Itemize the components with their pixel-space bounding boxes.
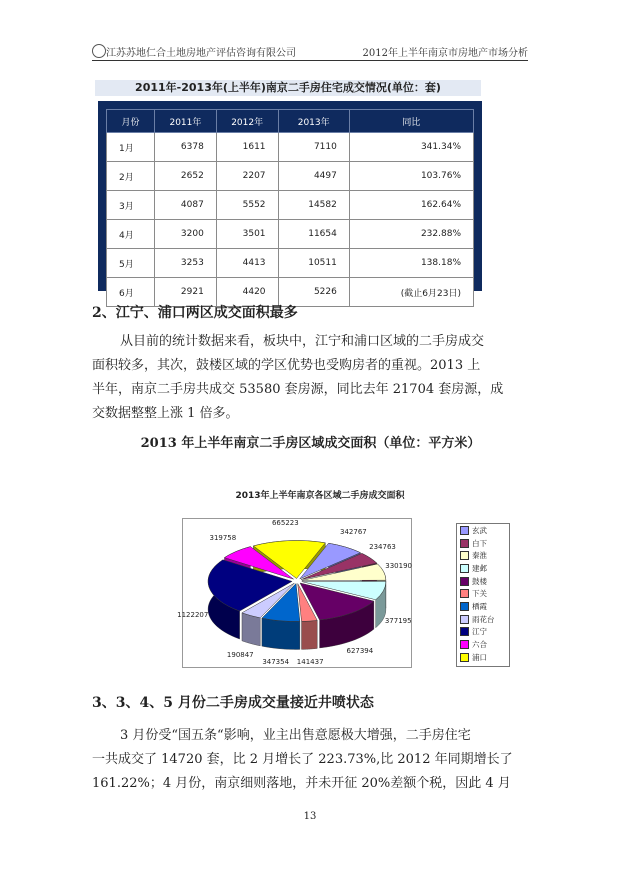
table-row bbox=[107, 220, 474, 249]
paragraph-line: 从目前的统计数据来看，板块中，江宁和浦口区域的二手房成交 bbox=[120, 334, 485, 349]
legend-label: 秦淮 bbox=[472, 551, 487, 561]
paragraph-line: 交数据整整上涨 1 倍多。 bbox=[92, 406, 239, 421]
pie-value-label: 234763 bbox=[369, 543, 396, 552]
col-header: 2012年 bbox=[216, 110, 278, 133]
sales-table-frame bbox=[98, 101, 482, 299]
chart-caption: 2013 年上半年南京二手房区域成交面积（单位：平方米） bbox=[140, 436, 481, 451]
legend-item bbox=[457, 638, 509, 651]
legend-swatch bbox=[460, 539, 469, 548]
legend-label: 鼓楼 bbox=[472, 576, 487, 586]
legend-item bbox=[457, 613, 509, 626]
table-cell: 10511 bbox=[278, 249, 349, 278]
header-divider bbox=[92, 60, 528, 61]
table-cell: 103.76% bbox=[349, 162, 473, 191]
header-report-title: 2012年上半年南京市房地产市场分析 bbox=[362, 48, 528, 59]
legend-swatch bbox=[460, 640, 469, 649]
col-header: 同比 bbox=[349, 110, 473, 133]
legend-item bbox=[457, 524, 509, 537]
pie-value-label: 347354 bbox=[262, 658, 290, 667]
legend-item bbox=[457, 651, 509, 664]
pie-slice-side-栖霞 bbox=[262, 618, 300, 649]
legend-item bbox=[457, 549, 509, 562]
legend-swatch bbox=[460, 615, 469, 624]
legend-swatch bbox=[460, 551, 469, 560]
table-cell: 4420 bbox=[216, 278, 278, 307]
table-cell: 5552 bbox=[216, 191, 278, 220]
legend-item bbox=[457, 600, 509, 613]
paragraph-line: 一共成交了 14720 套，比 2 月增长了 223.73%,比 2012 年同期增长了 bbox=[92, 752, 513, 767]
table-cell: 7110 bbox=[278, 133, 349, 162]
pie-value-label: 342767 bbox=[340, 528, 367, 537]
paragraph-line: 161.22%；4 月份，南京细则落地，并未开征 20%差额个税，因此 4 月 bbox=[92, 776, 511, 791]
table-cell: 2月 bbox=[107, 162, 155, 191]
table-cell: 4497 bbox=[278, 162, 349, 191]
pie-value-label: 1122207 bbox=[177, 611, 209, 620]
legend-label: 雨花台 bbox=[472, 614, 495, 624]
table-cell: 14582 bbox=[278, 191, 349, 220]
pie-value-label: 627394 bbox=[346, 647, 374, 656]
legend-swatch bbox=[460, 564, 469, 573]
section-3-paragraph bbox=[92, 724, 529, 796]
table-title: 2011年-2013年(上半年)南京二手房住宅成交情况(单位：套) bbox=[95, 80, 481, 96]
pie-value-label: 319758 bbox=[209, 534, 237, 543]
legend-item bbox=[457, 562, 509, 575]
paragraph-line: 半年，南京二手房共成交 53580 套房源，同比去年 21704 套房源，成 bbox=[92, 382, 504, 397]
table-cell: 4413 bbox=[216, 249, 278, 278]
pie-value-label: 141437 bbox=[296, 658, 324, 667]
pie-slice-side-下关 bbox=[302, 620, 318, 649]
table-row bbox=[107, 249, 474, 278]
table-cell: 5月 bbox=[107, 249, 155, 278]
table-cell: 11654 bbox=[278, 220, 349, 249]
table-row bbox=[107, 191, 474, 220]
legend-label: 栖霞 bbox=[472, 601, 487, 611]
chart-legend bbox=[456, 523, 510, 667]
table-row bbox=[107, 133, 474, 162]
table-cell: 4087 bbox=[155, 191, 217, 220]
legend-item bbox=[457, 537, 509, 550]
table-cell: 2652 bbox=[155, 162, 217, 191]
chart-title: 2013年上半年南京各区域二手房成交面积 bbox=[235, 491, 405, 501]
section-2-paragraph bbox=[92, 330, 529, 426]
legend-label: 建邺 bbox=[472, 563, 487, 573]
table-cell: (截止6月23日) bbox=[349, 278, 473, 307]
table-cell: 4月 bbox=[107, 220, 155, 249]
legend-swatch bbox=[460, 653, 469, 662]
table-header-row bbox=[107, 110, 474, 133]
legend-label: 下关 bbox=[472, 589, 487, 599]
pie-slice-side-雨花台 bbox=[242, 613, 260, 646]
company-logo-icon bbox=[92, 44, 106, 58]
legend-swatch bbox=[460, 526, 469, 535]
pie-value-label: 190847 bbox=[226, 650, 254, 659]
legend-swatch bbox=[460, 602, 469, 611]
legend-swatch bbox=[460, 589, 469, 598]
table-row bbox=[107, 162, 474, 191]
pie-value-label: 377195 bbox=[384, 616, 412, 625]
table-cell: 5226 bbox=[278, 278, 349, 307]
section-heading-3: 3、3、4、5 月份二手房成交量接近井喷状态 bbox=[92, 695, 374, 711]
legend-item bbox=[457, 587, 509, 600]
table-cell: 6378 bbox=[155, 133, 217, 162]
table-cell: 232.88% bbox=[349, 220, 473, 249]
legend-label: 白下 bbox=[472, 538, 487, 548]
legend-label: 江宁 bbox=[472, 627, 487, 637]
col-header: 2011年 bbox=[155, 110, 217, 133]
table-cell: 6月 bbox=[107, 278, 155, 307]
col-header: 月份 bbox=[107, 110, 155, 133]
section-heading-2: 2、江宁、浦口两区成交面积最多 bbox=[92, 305, 298, 321]
table-cell: 3501 bbox=[216, 220, 278, 249]
area-pie-chart bbox=[150, 488, 495, 668]
legend-label: 玄武 bbox=[472, 525, 487, 535]
table-cell: 3月 bbox=[107, 191, 155, 220]
legend-swatch bbox=[460, 627, 469, 636]
table-cell: 3253 bbox=[155, 249, 217, 278]
table-cell: 1611 bbox=[216, 133, 278, 162]
table-cell: 2921 bbox=[155, 278, 217, 307]
table-cell: 341.34% bbox=[349, 133, 473, 162]
page-number: 13 bbox=[303, 811, 317, 822]
legend-label: 六合 bbox=[472, 640, 487, 650]
pie-value-label: 665223 bbox=[271, 519, 299, 528]
legend-item bbox=[457, 626, 509, 639]
table-cell: 3200 bbox=[155, 220, 217, 249]
table-cell: 2207 bbox=[216, 162, 278, 191]
legend-item bbox=[457, 575, 509, 588]
col-header: 2013年 bbox=[278, 110, 349, 133]
table-cell: 1月 bbox=[107, 133, 155, 162]
table-cell: 162.64% bbox=[349, 191, 473, 220]
header-company: 江苏苏地仁合土地房地产评估咨询有限公司 bbox=[106, 48, 296, 59]
paragraph-line: 3 月份受“国五条“影响，业主出售意愿极大增强，二手房住宅 bbox=[120, 728, 471, 743]
legend-label: 浦口 bbox=[472, 652, 487, 662]
legend-swatch bbox=[460, 577, 469, 586]
pie-value-label: 330190 bbox=[385, 562, 412, 571]
sales-table bbox=[106, 109, 474, 307]
paragraph-line: 面积较多，其次，鼓楼区域的学区优势也受购房者的重视。2013 上 bbox=[92, 358, 481, 373]
table-cell: 138.18% bbox=[349, 249, 473, 278]
